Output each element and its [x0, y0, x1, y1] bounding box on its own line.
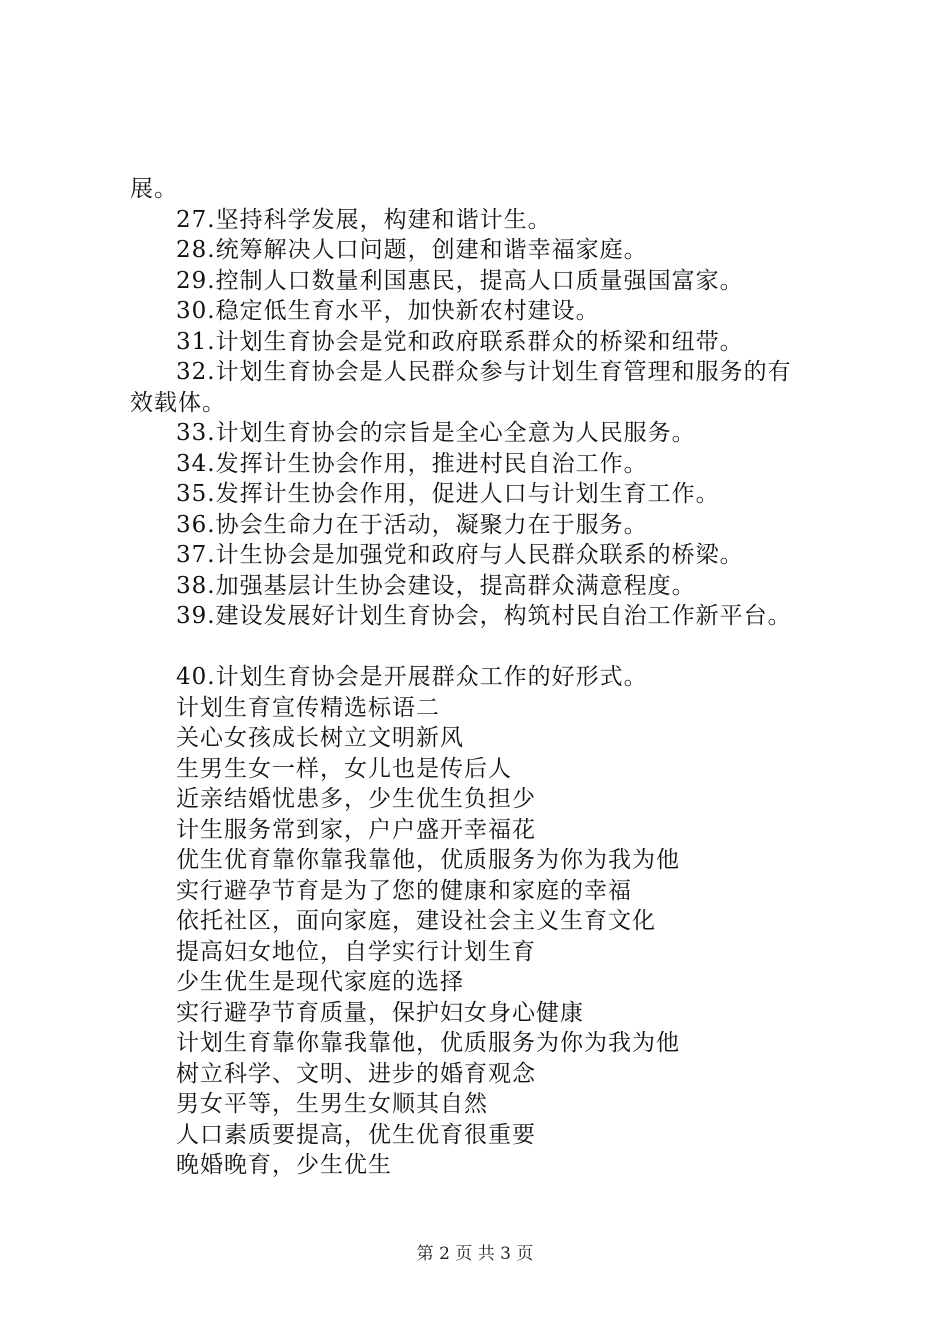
text-line: 男女平等，生男生女顺其自然 — [176, 1091, 488, 1117]
text-line: 展。 — [130, 176, 178, 202]
text-line: 33.计划生育协会的宗旨是全心全意为人民服务。 — [176, 420, 696, 446]
text-line: 计划生育宣传精选标语二 — [176, 694, 440, 721]
text-line: 提高妇女地位，自学实行计划生育 — [176, 938, 536, 965]
text-line: 39.建设发展好计划生育协会，构筑村民自治工作新平台。 — [176, 603, 792, 629]
text-line: 实行避孕节育是为了您的健康和家庭的幸福 — [176, 877, 632, 904]
document-body — [130, 174, 830, 1181]
text-line: 27.坚持科学发展，构建和谐计生。 — [176, 206, 552, 233]
text-line: 效载体。 — [130, 389, 226, 416]
text-line: 实行避孕节育质量，保护妇女身心健康 — [176, 999, 584, 1026]
page-footer: 第 2 页 共 3 页 — [416, 1244, 534, 1264]
text-line: 28.统筹解决人口问题，创建和谐幸福家庭。 — [176, 237, 648, 263]
blank-line — [130, 632, 830, 663]
text-line: 29.控制人口数量利国惠民，提高人口质量强国富家。 — [176, 267, 744, 294]
text-line: 30.稳定低生育水平，加快新农村建设。 — [176, 298, 600, 324]
text-line: 37.计生协会是加强党和政府与人民群众联系的桥梁。 — [176, 542, 744, 568]
text-line: 关心女孩成长树立文明新风 — [176, 725, 464, 751]
text-line: 32.计划生育协会是人民群众参与计划生育管理和服务的有 — [176, 359, 792, 385]
text-line: 晚婚晚育，少生优生 — [176, 1152, 392, 1178]
text-line: 38.加强基层计生协会建设，提高群众满意程度。 — [176, 572, 696, 599]
text-line: 树立科学、文明、进步的婚育观念 — [176, 1060, 536, 1087]
text-line: 近亲结婚忧患多，少生优生负担少 — [176, 786, 536, 812]
text-line: 36.协会生命力在于活动，凝聚力在于服务。 — [176, 511, 648, 538]
text-line: 优生优育靠你靠我靠他，优质服务为你为我为他 — [176, 847, 680, 873]
text-line: 依托社区，面向家庭，建设社会主义生育文化 — [176, 908, 656, 934]
text-line: 人口素质要提高，优生优育很重要 — [176, 1121, 536, 1148]
text-line: 31.计划生育协会是党和政府联系群众的桥梁和纽带。 — [176, 328, 744, 355]
text-line: 计划生育靠你靠我靠他，优质服务为你为我为他 — [176, 1030, 680, 1056]
text-line: 35.发挥计生协会作用，促进人口与计划生育工作。 — [176, 481, 720, 507]
text-line: 40.计划生育协会是开展群众工作的好形式。 — [176, 664, 648, 690]
text-line: 少生优生是现代家庭的选择 — [176, 969, 464, 995]
text-line: 生男生女一样，女儿也是传后人 — [176, 755, 512, 782]
text-line: 34.发挥计生协会作用，推进村民自治工作。 — [176, 450, 648, 477]
text-line: 计生服务常到家，户户盛开幸福花 — [176, 816, 536, 843]
